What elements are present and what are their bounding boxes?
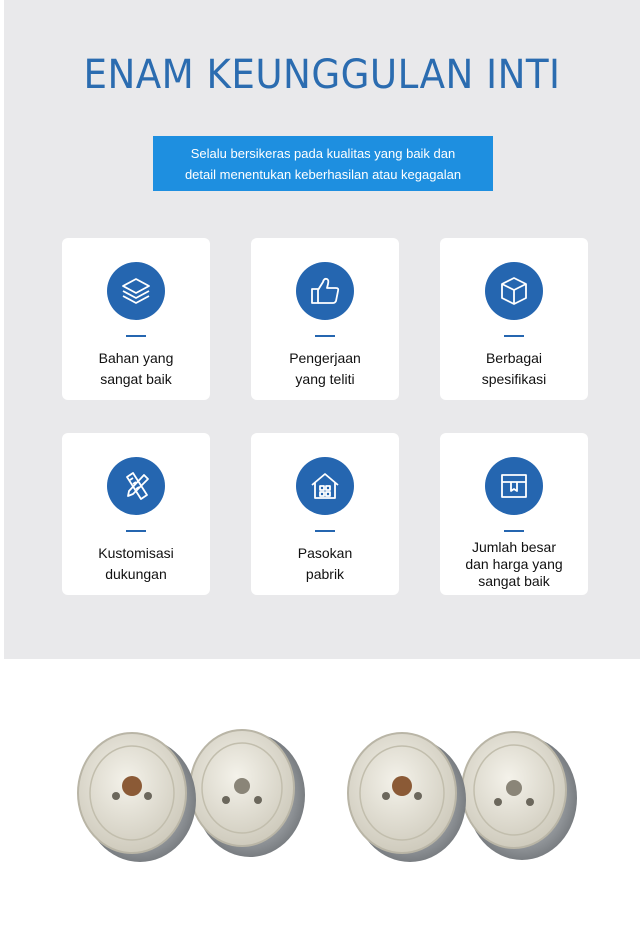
feature-label-line: Pengerjaan xyxy=(289,350,361,366)
feature-label-line: pabrik xyxy=(305,566,345,582)
layers-icon xyxy=(107,262,165,320)
thumbs-up-icon xyxy=(296,262,354,320)
feature-label-line: dan harga yang xyxy=(465,556,563,572)
feature-label xyxy=(251,543,399,585)
feature-card-materials xyxy=(62,238,210,400)
divider xyxy=(315,530,335,532)
feature-label-line: yang teliti xyxy=(295,371,355,387)
feature-label-line: sangat baik xyxy=(100,371,172,387)
cube-icon xyxy=(485,262,543,320)
feature-label xyxy=(440,539,588,590)
divider xyxy=(126,335,146,337)
subtitle-banner xyxy=(153,136,493,191)
feature-label-line: Pasokan xyxy=(297,545,353,561)
divider xyxy=(315,335,335,337)
feature-card-customization xyxy=(62,433,210,595)
divider xyxy=(126,530,146,532)
pencil-ruler-icon xyxy=(107,457,165,515)
factory-house-icon xyxy=(296,457,354,515)
spool-left-front xyxy=(78,733,196,862)
feature-card-factory-supply xyxy=(251,433,399,595)
feature-card-specifications xyxy=(440,238,588,400)
subtitle-line-2: detail menentukan keberhasilan atau kegagalan xyxy=(184,166,462,182)
feature-label-line: Berbagai xyxy=(485,350,543,366)
feature-label-line: Jumlah besar xyxy=(471,539,557,555)
feature-label-line: spesifikasi xyxy=(481,371,547,387)
feature-label xyxy=(62,543,210,585)
spool-left-back xyxy=(190,730,305,857)
feature-label xyxy=(251,348,399,390)
wire-spools-photo xyxy=(0,700,640,890)
spool-right-front xyxy=(348,733,466,862)
divider xyxy=(504,335,524,337)
box-icon xyxy=(485,457,543,515)
feature-card-quantity-price xyxy=(440,433,588,595)
feature-label-line: Bahan yang xyxy=(98,350,174,366)
feature-label xyxy=(440,348,588,390)
feature-label-line: dukungan xyxy=(105,566,167,582)
subtitle-line-1: Selalu bersikeras pada kualitas yang baik dan xyxy=(190,145,456,161)
feature-label xyxy=(62,348,210,390)
page-title: ENAM KEUNGGULAN INTI xyxy=(83,52,561,98)
advantages-panel xyxy=(4,0,640,659)
feature-label-line: Kustomisasi xyxy=(98,545,174,561)
divider xyxy=(504,530,524,532)
spool-right-back xyxy=(462,732,577,860)
feature-card-workmanship xyxy=(251,238,399,400)
feature-label-line: sangat baik xyxy=(478,573,550,589)
